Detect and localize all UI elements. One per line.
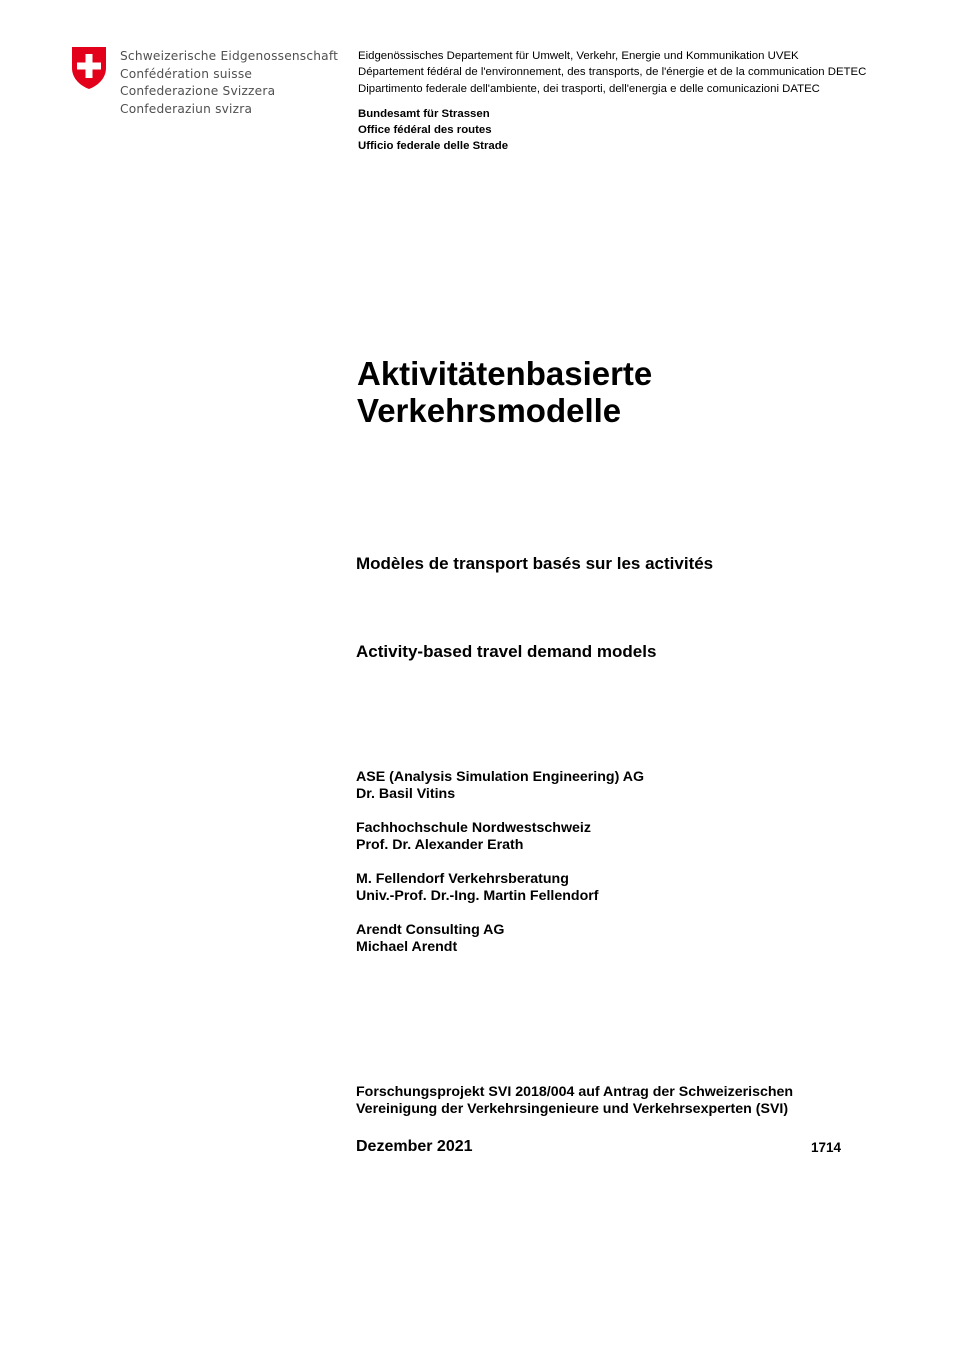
office-line-it: Ufficio federale delle Strade <box>358 140 509 153</box>
author-organization: Arendt Consulting AG <box>356 922 505 938</box>
office-line-fr: Office fédéral des routes <box>358 124 492 137</box>
department-line-fr: Département fédéral de l'environnement, des transports, de l'énergie et de la communication DETEC <box>358 66 867 79</box>
author-person: Michael Arendt <box>356 939 458 955</box>
author-group <box>356 769 644 803</box>
department-block <box>358 48 866 97</box>
page-title <box>357 355 652 429</box>
author-person: Dr. Basil Vitins <box>356 786 456 802</box>
office-line-de: Bundesamt für Strassen <box>358 108 490 120</box>
author-group <box>356 820 644 854</box>
research-project-note <box>356 1084 793 1118</box>
confederation-name-it: Confederazione Svizzera <box>120 84 276 98</box>
department-line-de: Eidgenössisches Departement für Umwelt, Verkehr, Energie und Kommunikation UVEK <box>358 50 799 62</box>
author-group <box>356 922 644 956</box>
author-person: Prof. Dr. Alexander Erath <box>356 837 524 853</box>
project-line: Vereinigung der Verkehrsingenieure und Verkehrsexperten (SVI) <box>356 1101 789 1117</box>
project-line: Forschungsprojekt SVI 2018/004 auf Antrag der Schweizerischen <box>356 1084 794 1100</box>
department-line-it: Dipartimento federale dell'ambiente, dei trasporti, dell'energia e delle comunicazioni DATEC <box>358 82 820 95</box>
confederation-names <box>120 48 338 118</box>
report-number: 1714 <box>811 1140 842 1155</box>
author-organization: ASE (Analysis Simulation Engineering) AG <box>356 769 644 785</box>
author-organization: Fachhochschule Nordwestschweiz <box>356 820 591 836</box>
office-block <box>358 106 508 155</box>
title-line: Aktivitätenbasierte <box>357 355 653 392</box>
author-person: Univ.-Prof. Dr.-Ing. Martin Fellendorf <box>356 888 599 904</box>
confederation-name-rm: Confederaziun svizra <box>120 101 253 116</box>
subtitle-english: Activity-based travel demand models <box>356 642 657 661</box>
confederation-name-de: Schweizerische Eidgenossenschaft <box>120 49 339 63</box>
publication-date: Dezember 2021 <box>356 1138 473 1155</box>
author-group <box>356 871 644 905</box>
title-line: Verkehrsmodelle <box>357 392 622 429</box>
swiss-shield-icon <box>71 46 107 90</box>
author-list <box>356 769 644 973</box>
subtitle-french: Modèles de transport basés sur les activités <box>356 554 714 573</box>
author-organization: M. Fellendorf Verkehrsberatung <box>356 871 569 887</box>
confederation-name-fr: Confédération suisse <box>120 66 253 81</box>
